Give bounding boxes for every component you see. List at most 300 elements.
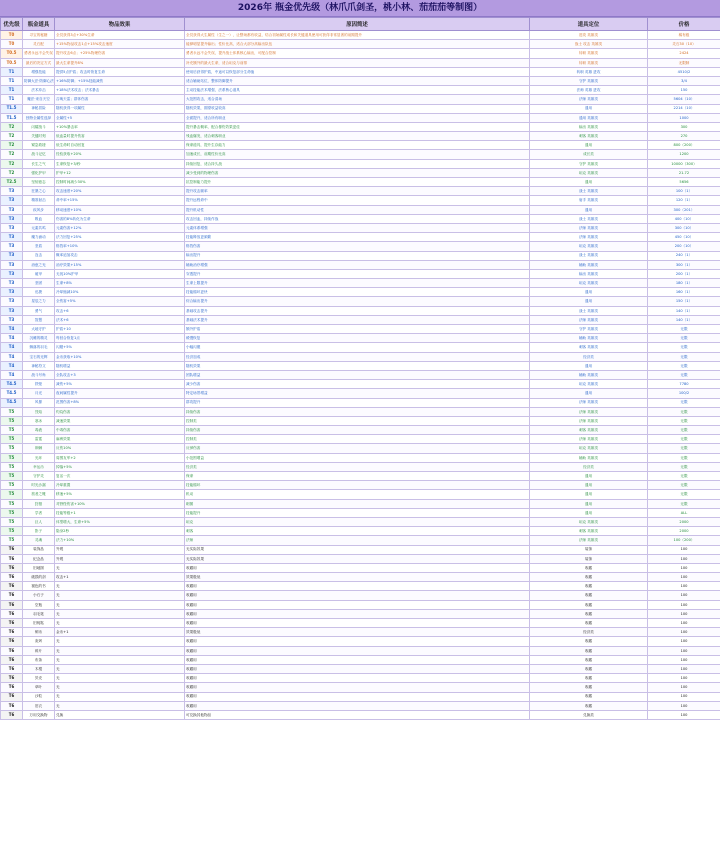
position-cell: 坦克 英雄类 <box>530 242 648 251</box>
item-effect-cell: 伤害的8%转化为生命 <box>55 214 185 223</box>
table-row <box>1 536 720 545</box>
tier-cell: T6 <box>1 655 23 664</box>
reason-cell: 反弹伤害 <box>185 444 530 453</box>
tier-cell: T1 <box>1 67 23 76</box>
position-cell: 法师 英雄类 <box>530 223 648 232</box>
price-cell: 150 <box>648 86 720 95</box>
price-cell: 100 <box>648 619 720 628</box>
item-name-cell: 大地守护 <box>23 325 55 334</box>
tier-cell: T6 <box>1 683 23 692</box>
reason-cell: 刺客 <box>185 527 530 536</box>
tier-cell: T5 <box>1 426 23 435</box>
table-row <box>1 132 720 141</box>
price-cell: 140（1） <box>648 306 720 315</box>
price-cell: 150（1） <box>648 297 720 306</box>
item-name-cell: 星辰之力 <box>23 297 55 306</box>
item-name-cell: 闪耀战斗 <box>23 122 55 131</box>
reason-cell: 综合输出提升 <box>185 297 530 306</box>
item-name-cell: 草叶 <box>23 683 55 692</box>
table-row <box>1 664 720 673</box>
reason-cell: 效果极低 <box>185 573 530 582</box>
item-name-cell: 法术冲击 <box>23 86 55 95</box>
price-cell: 无限制 <box>648 58 720 67</box>
position-cell: 通用 <box>530 104 648 113</box>
item-effect-cell: 生命恢复+3/秒 <box>55 159 185 168</box>
tier-cell: T4 <box>1 325 23 334</box>
reason-cell: 收藏用 <box>185 664 530 673</box>
table-row <box>1 141 720 150</box>
price-cell: 2000 <box>648 517 720 526</box>
item-effect-cell: 攻击+1 <box>55 573 185 582</box>
price-cell: 2214（10） <box>648 104 720 113</box>
price-cell: 400（10） <box>648 214 720 223</box>
position-cell: 法师 英雄类 <box>530 407 648 416</box>
table-row <box>1 260 720 269</box>
reason-cell: 减少受到的物理伤害 <box>185 168 530 177</box>
item-effect-cell: 麻痹效果 <box>55 435 185 444</box>
item-effect-cell: 无 <box>55 582 185 591</box>
item-effect-cell: 掉落+5% <box>55 462 185 471</box>
item-effect-cell: 范围伤害+8% <box>55 398 185 407</box>
tier-cell: T5 <box>1 527 23 536</box>
position-cell: 收藏 <box>530 619 648 628</box>
tier-cell: T3 <box>1 279 23 288</box>
price-cell: 无限 <box>648 352 720 361</box>
table-row <box>1 499 720 508</box>
item-name-cell: 勇者永远不会失误 <box>23 49 55 58</box>
item-name-cell: 巨人 <box>23 517 55 526</box>
item-effect-cell: 无 <box>55 664 185 673</box>
table-row <box>1 343 720 352</box>
position-cell: 收藏 <box>530 600 648 609</box>
priority-table <box>0 17 720 720</box>
position-cell: 收藏 <box>530 683 648 692</box>
item-effect-cell: 对野怪伤害+10% <box>55 499 185 508</box>
position-cell: 收藏 <box>530 637 648 646</box>
item-effect-cell: 金币获取+10% <box>55 352 185 361</box>
item-effect-cell: 无 <box>55 591 185 600</box>
tier-cell: T5 <box>1 490 23 499</box>
table-row <box>1 251 720 260</box>
price-cell: 100 <box>648 674 720 683</box>
reason-cell: 缓慢恢复 <box>185 334 530 343</box>
reason-cell: 全员获得大生属性（生之一），让整场都有收益，结合初始属性成长和关键道具使用可获得非常显著的前期提升 <box>185 31 530 40</box>
tier-cell: T2 <box>1 132 23 141</box>
price-cell: 100 <box>648 628 720 637</box>
reason-cell: 收藏用 <box>185 701 530 710</box>
item-effect-cell: 减伤+5% <box>55 380 185 389</box>
item-effect-cell: 兑换 <box>55 710 185 719</box>
price-cell: 100 <box>648 637 720 646</box>
item-effect-cell: 中毒伤害 <box>55 426 185 435</box>
item-name-cell: 铜币 <box>23 628 55 637</box>
reason-cell: 收藏用 <box>185 582 530 591</box>
item-name-cell: 幸运币 <box>23 462 55 471</box>
item-effect-cell: 全队攻击+3 <box>55 370 185 379</box>
item-effect-cell: 夜间属性提升 <box>55 389 185 398</box>
reason-cell: 持续伤害 <box>185 407 530 416</box>
price-cell: 100 <box>648 600 720 609</box>
tier-cell: T3 <box>1 315 23 324</box>
tier-cell: T1 <box>1 86 23 95</box>
item-effect-cell: 复活一次 <box>55 472 185 481</box>
tier-cell: T5 <box>1 517 23 526</box>
position-cell: 经济类 <box>530 352 648 361</box>
table-row <box>1 223 720 232</box>
item-name-cell: 魔力涌动 <box>23 233 55 242</box>
tier-cell: T4 <box>1 343 23 352</box>
item-effect-cell: 隐身2秒 <box>55 527 185 536</box>
table-row <box>1 306 720 315</box>
reason-cell: 输出提升 <box>185 251 530 260</box>
reason-cell: 额外护盾 <box>185 325 530 334</box>
tier-cell: T5 <box>1 508 23 517</box>
reason-cell: 收藏用 <box>185 563 530 572</box>
item-name-cell: 疾风步 <box>23 205 55 214</box>
tier-cell: T6 <box>1 563 23 572</box>
table-row <box>1 76 720 85</box>
price-cell: 100 <box>648 701 720 710</box>
price-cell: 7780 <box>648 380 720 389</box>
tier-cell: T3 <box>1 196 23 205</box>
reason-cell: 提升远程命中 <box>185 196 530 205</box>
item-effect-cell: 无 <box>55 701 185 710</box>
item-name-cell: 魔法·来自天空 <box>23 95 55 104</box>
price-cell: 无限 <box>648 325 720 334</box>
reason-cell: 生命上限提升 <box>185 279 530 288</box>
position-cell: 守护 英雄类 <box>530 159 648 168</box>
item-effect-cell: 无 <box>55 563 185 572</box>
tier-cell: T4.5 <box>1 398 23 407</box>
table-row <box>1 389 720 398</box>
table-row <box>1 628 720 637</box>
table-row <box>1 398 720 407</box>
price-cell: 100 <box>648 609 720 618</box>
reason-cell: 控制类 <box>185 435 530 444</box>
item-effect-cell: +18%法术攻击；法术暴击 <box>55 86 185 95</box>
item-name-cell: 时光沙漏 <box>23 481 55 490</box>
table-row <box>1 490 720 499</box>
item-name-cell: 狩猎 <box>23 499 55 508</box>
reason-cell: 补充额外的最大生命，适合坦克与前排 <box>185 58 530 67</box>
reason-cell: 收藏用 <box>185 683 530 692</box>
item-effect-cell: 体型增大，生命+5% <box>55 517 185 526</box>
price-cell: 100 <box>648 563 720 572</box>
table-row <box>1 334 720 343</box>
item-effect-cell: 无 <box>55 609 185 618</box>
reason-cell: 经济类 <box>185 462 530 471</box>
table-header-row <box>1 18 720 31</box>
price-cell: 300（201） <box>648 205 720 214</box>
position-cell: 射手 英雄类 <box>530 196 648 205</box>
tier-cell: T2 <box>1 168 23 177</box>
position-cell: 转职 英雄类 <box>530 49 648 58</box>
price-cell: 140（1） <box>648 315 720 324</box>
position-cell: 转职 英雄 进攻 <box>530 67 648 76</box>
header-item: 瓶金道具 <box>23 18 55 31</box>
price-cell: 无限 <box>648 490 720 499</box>
header-reason: 原因简述 <box>185 18 530 31</box>
header-price: 价格 <box>648 18 720 31</box>
tier-cell: T1.5 <box>1 104 23 113</box>
reason-cell: 技能提升 <box>185 508 530 517</box>
position-cell: 坦克 英雄类 <box>530 517 648 526</box>
price-cell: 100 <box>648 545 720 554</box>
reason-cell: 技能循环 <box>185 481 530 490</box>
tier-cell: T6 <box>1 591 23 600</box>
position-cell: 成长类 <box>530 150 648 159</box>
item-name-cell: 战斗记忆 <box>23 150 55 159</box>
table-row <box>1 325 720 334</box>
item-effect-cell: 冷却缩减10% <box>55 288 185 297</box>
table-row <box>1 233 720 242</box>
tier-cell: T2 <box>1 141 23 150</box>
table-row <box>1 67 720 76</box>
table-row <box>1 86 720 95</box>
reason-cell: 适合辅助站位，整体防御提升 <box>185 76 530 85</box>
position-cell: 兑换类 <box>530 710 648 719</box>
price-cell: 2424 <box>648 49 720 58</box>
tier-cell: T4 <box>1 370 23 379</box>
tier-cell: T6 <box>1 554 23 563</box>
item-name-cell: 布条 <box>23 655 55 664</box>
tier-cell: T3 <box>1 251 23 260</box>
header-effect: 物品效果 <box>55 18 185 31</box>
tier-cell: T6 <box>1 674 23 683</box>
price-cell: 无限 <box>648 462 720 471</box>
item-name-cell: 旅者之靴 <box>23 490 55 499</box>
position-cell: 坦克 英雄类 <box>530 279 648 288</box>
reason-cell: 小幅闪避 <box>185 343 530 352</box>
item-name-cell: 木棍 <box>23 664 55 673</box>
price-cell: 10000（300） <box>648 159 720 168</box>
table-row <box>1 426 720 435</box>
reason-cell: 基础攻击提升 <box>185 306 530 315</box>
item-effect-cell: +10%暴击率 <box>55 122 185 131</box>
item-effect-cell: 无 <box>55 655 185 664</box>
table-row <box>1 297 720 306</box>
tier-cell: T3 <box>1 205 23 214</box>
item-effect-cell: 随机增益 <box>55 361 185 370</box>
reason-cell: 主动技能法术增强，法系核心道具 <box>185 86 530 95</box>
table-row <box>1 701 720 710</box>
item-name-cell: 纪念品 <box>23 554 55 563</box>
price-cell: 无限 <box>648 435 720 444</box>
table-row <box>1 517 720 526</box>
position-cell: 收藏 <box>530 674 648 683</box>
table-row <box>1 573 720 582</box>
tier-cell: T5 <box>1 407 23 416</box>
reason-cell: 随机效果 <box>185 361 530 370</box>
table-row <box>1 315 720 324</box>
item-name-cell: 灵魂 <box>23 536 55 545</box>
tier-cell: T6 <box>1 609 23 618</box>
position-cell: 刺客 英雄类 <box>530 426 648 435</box>
item-name-cell: 小石子 <box>23 591 55 600</box>
reason-cell: 可兑换其他物品 <box>185 710 530 719</box>
position-cell: 收藏 <box>530 646 648 655</box>
position-cell: 经济类 <box>530 628 648 637</box>
price-cell: 450（10） <box>648 233 720 242</box>
item-effect-cell: 全伤害+5% <box>55 297 185 306</box>
tier-cell: T1 <box>1 95 23 104</box>
tier-cell: T6 <box>1 582 23 591</box>
item-effect-cell: 金币+1 <box>55 628 185 637</box>
price-cell: 1000 <box>648 113 720 122</box>
table-row <box>1 453 720 462</box>
table-row <box>1 288 720 297</box>
price-cell: 无限 <box>648 453 720 462</box>
position-cell: 收藏 <box>530 591 648 600</box>
price-cell: 无限 <box>648 370 720 379</box>
table-row <box>1 683 720 692</box>
item-name-cell: 迅捷 <box>23 288 55 297</box>
tier-cell: T3 <box>1 288 23 297</box>
tier-cell: T2 <box>1 159 23 168</box>
reason-cell: 坦克 <box>185 517 530 526</box>
price-cell: 100 <box>648 710 720 719</box>
item-name-cell: 强化护甲 <box>23 168 55 177</box>
item-effect-cell: 生命+8% <box>55 279 185 288</box>
table-row <box>1 104 720 113</box>
reason-cell: 收藏用 <box>185 655 530 664</box>
position-cell: 通用 <box>530 499 648 508</box>
item-effect-cell: 控制时间减少30% <box>55 178 185 187</box>
position-cell: 辅助 英雄类 <box>530 453 648 462</box>
tier-cell: T5 <box>1 444 23 453</box>
item-effect-cell: +16%防御；+15%技能减伤 <box>55 76 185 85</box>
item-effect-cell: 无 <box>55 646 185 655</box>
tier-cell: T3 <box>1 242 23 251</box>
table-row <box>1 692 720 701</box>
item-effect-cell: 无视10%护甲 <box>55 269 185 278</box>
item-effect-cell: 减速效果 <box>55 416 185 425</box>
table-row <box>1 196 720 205</box>
tier-cell: T1.5 <box>1 113 23 122</box>
position-cell: 战士 英雄类 <box>530 187 648 196</box>
reason-cell: 收藏用 <box>185 600 530 609</box>
table-row <box>1 582 720 591</box>
reason-cell: 技能释放更频繁 <box>185 233 530 242</box>
item-name-cell: 风暴 <box>23 398 55 407</box>
tier-cell: T6 <box>1 710 23 719</box>
tier-cell: T3 <box>1 260 23 269</box>
item-name-cell: 装饰品 <box>23 545 55 554</box>
position-cell: 坦克 英雄类 <box>530 444 648 453</box>
item-name-cell: 荆棘 <box>23 444 55 453</box>
price-cell: 21.72 <box>648 168 720 177</box>
reason-cell: 持续回复，适合持久战 <box>185 159 530 168</box>
tier-cell: T4 <box>1 361 23 370</box>
table-row <box>1 113 720 122</box>
item-effect-cell: 全属性+5 <box>55 113 185 122</box>
price-cell: 无限 <box>648 407 720 416</box>
table-row <box>1 416 720 425</box>
position-cell: 通用 <box>530 297 648 306</box>
price-cell: 270 <box>648 132 720 141</box>
tier-cell: T4.5 <box>1 380 23 389</box>
table-row <box>1 563 720 572</box>
tier-cell: T3 <box>1 223 23 232</box>
price-cell: ALL <box>648 508 720 517</box>
table-row <box>1 380 720 389</box>
sheet-title: 2026年 瓶金优先级（林爪爪剑圣，桃小林、茄茄茄等制图） <box>0 0 720 17</box>
price-cell: 100 <box>648 664 720 673</box>
position-cell: 通用 <box>530 288 648 297</box>
item-name-cell: 紧急救援 <box>23 141 55 150</box>
reason-cell: 群攻提升 <box>185 398 530 407</box>
item-name-cell: 宝石的光辉 <box>23 352 55 361</box>
item-effect-cell: 提供5点护盾；攻击时恢复生命 <box>55 67 185 76</box>
position-cell: 通用 英雄类 <box>530 113 648 122</box>
reason-cell: 元素体系增强 <box>185 223 530 232</box>
position-cell: 守护 英雄类 <box>530 76 648 85</box>
item-name-cell: 元素共鸣 <box>23 223 55 232</box>
table-row <box>1 187 720 196</box>
item-effect-cell: 召唤天雷；群体伤害 <box>55 95 185 104</box>
table-row <box>1 352 720 361</box>
reason-cell: 机动 <box>185 490 530 499</box>
item-effect-cell: 概率追加攻击 <box>55 251 185 260</box>
tier-cell: T5 <box>1 536 23 545</box>
item-effect-cell: 护甲+12 <box>55 168 185 177</box>
reason-cell: 持续伤害 <box>185 426 530 435</box>
price-cell: 无限 <box>648 499 720 508</box>
item-name-cell: 破损的剑 <box>23 573 55 582</box>
reason-cell: 效果极低 <box>185 628 530 637</box>
reason-cell: 法师 <box>185 536 530 545</box>
price-cell: 无限 <box>648 398 720 407</box>
price-cell: 无限 <box>648 426 720 435</box>
table-row <box>1 444 720 453</box>
tier-cell: T3 <box>1 214 23 223</box>
reason-cell: 小范围增益 <box>185 453 530 462</box>
position-cell: 辅助 英雄类 <box>530 260 648 269</box>
position-cell: 刺客 英雄类 <box>530 527 648 536</box>
table-row <box>1 508 720 517</box>
reason-cell: 基础法术提升 <box>185 315 530 324</box>
position-cell: 法师 英雄类 <box>530 416 648 425</box>
position-cell: 通用 <box>530 205 648 214</box>
reason-cell: 收藏用 <box>185 591 530 600</box>
reason-cell: 勇者永远不会失误，提升战士体系核心输出，可配合控制 <box>185 49 530 58</box>
item-name-cell: 关键时刻 <box>23 132 55 141</box>
position-cell: 收藏 <box>530 573 648 582</box>
item-name-cell: 碎片 <box>23 646 55 655</box>
table-row <box>1 205 720 214</box>
item-effect-cell: 无 <box>55 692 185 701</box>
position-cell: 装饰 <box>530 554 648 563</box>
price-cell: 稀有级 <box>648 31 720 40</box>
item-effect-cell: 外观 <box>55 554 185 563</box>
price-cell: 灵石30（10） <box>648 40 720 49</box>
table-row <box>1 40 720 49</box>
position-cell: 法师 英雄类 <box>530 435 648 444</box>
price-cell: 100 <box>648 591 720 600</box>
position-cell: 通用 <box>530 508 648 517</box>
price-cell: 100 <box>648 573 720 582</box>
tier-cell: T3 <box>1 269 23 278</box>
position-cell: 法师 英雄类 <box>530 315 648 324</box>
reason-cell: 保命道具，提升生存能力 <box>185 141 530 150</box>
table-row <box>1 49 720 58</box>
tier-cell: T6 <box>1 600 23 609</box>
tier-cell: T6 <box>1 619 23 628</box>
item-effect-cell: 随机获得一项属性 <box>55 104 185 113</box>
reason-cell: 控制类 <box>185 416 530 425</box>
reason-cell: 残血爆发，适合刺客职业 <box>185 132 530 141</box>
tier-cell: T4 <box>1 352 23 361</box>
